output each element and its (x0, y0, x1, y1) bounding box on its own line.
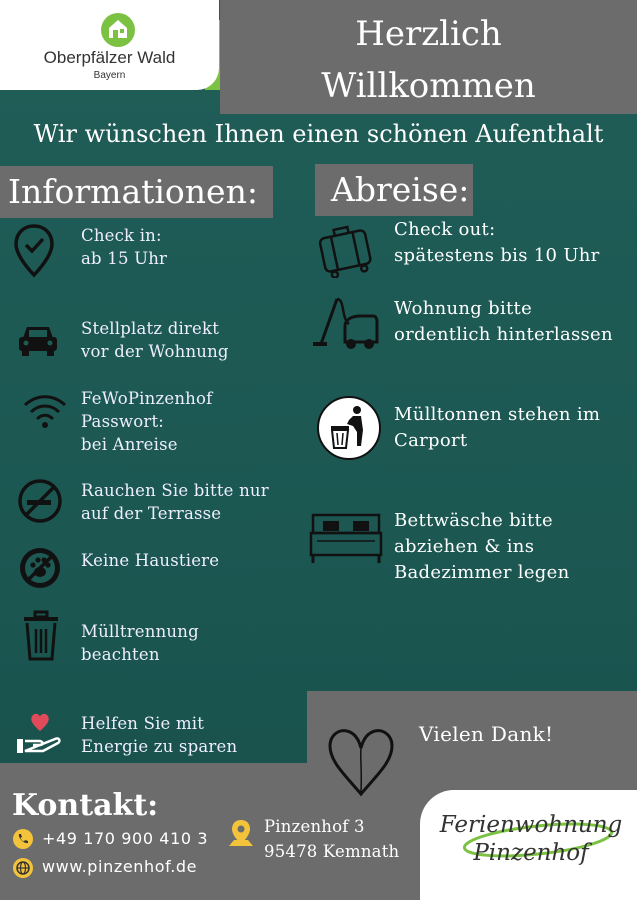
info-heading: Informationen: (0, 166, 273, 218)
brand-line-2: Pinzenhof (473, 840, 589, 866)
no-pets-icon (17, 545, 63, 591)
globe-icon (12, 857, 34, 879)
logo-name: Oberpfälzer Wald (43, 48, 176, 67)
info-item-parking: Stellplatz direkt vor der Wohnung (81, 319, 229, 361)
map-pin-icon (228, 818, 254, 848)
contact-address-street: Pinzenhof 3 (264, 817, 365, 836)
departure-item-linen: Bettwäsche bitte abziehen & ins Badezimmer legen (394, 510, 570, 583)
departure-item-bins: Mülltonnen stehen im Carport (394, 404, 601, 451)
info-item-energy: Helfen Sie mit Energie zu sparen (81, 714, 238, 756)
title-line-2: Willkommen (321, 66, 536, 106)
location-pin-icon (12, 223, 56, 279)
info-item-wifi: FeWoPinzenhof Passwort: bei Anreise (81, 389, 213, 454)
info-item-pets: Keine Haustiere (81, 551, 220, 570)
departure-heading: Abreise: (315, 164, 473, 216)
departure-item-checkout: Check out: spätestens bis 10 Uhr (394, 219, 600, 266)
subtitle: Wir wünschen Ihnen einen schönen Aufenthalt (33, 120, 604, 148)
vacuum-cleaner-icon (311, 296, 379, 352)
contact-address-city: 95478 Kemnath (264, 842, 400, 861)
info-item-checkin: Check in: ab 15 Uhr (81, 226, 168, 268)
logo-house-icon (100, 12, 136, 48)
contact-title: Kontakt: (12, 788, 159, 823)
phone-icon (12, 828, 34, 850)
heart-outline-icon (326, 726, 396, 798)
info-item-smoking: Rauchen Sie bitte nur auf der Terrasse (81, 481, 269, 523)
car-icon (17, 322, 59, 358)
bed-icon (309, 511, 383, 565)
contact-website[interactable]: www.pinzenhof.de (42, 857, 198, 876)
logo-region: Bayern (93, 70, 126, 81)
thanks-text: Vielen Dank! (419, 722, 554, 746)
info-item-recycling: Mülltrennung beachten (81, 622, 199, 664)
wifi-icon (22, 391, 68, 431)
bin-disposal-icon (317, 396, 381, 460)
hand-heart-icon (15, 711, 65, 755)
title-line-1: Herzlich (355, 14, 502, 54)
suitcase-icon (316, 222, 374, 278)
trash-can-icon (20, 609, 62, 663)
contact-phone[interactable]: +49 170 900 410 3 (42, 829, 209, 848)
brand-line-1: Ferienwohnung (439, 812, 623, 838)
departure-item-tidy: Wohnung bitte ordentlich hinterlassen (394, 298, 613, 345)
no-smoking-icon (17, 478, 63, 524)
